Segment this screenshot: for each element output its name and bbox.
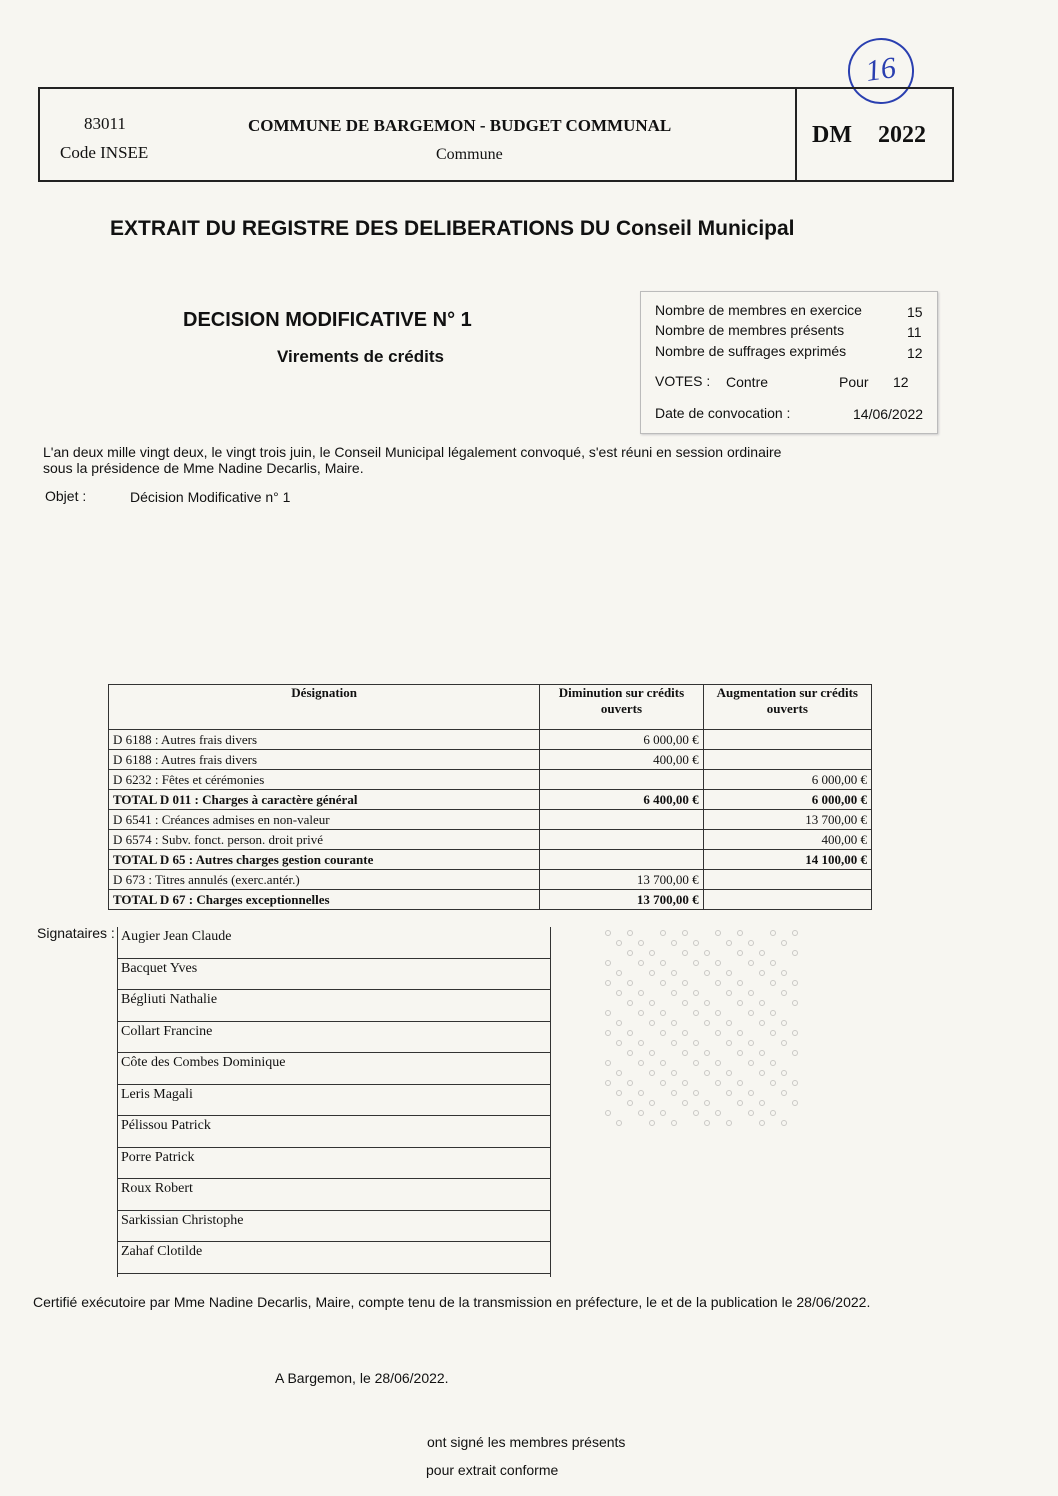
perforation-dot xyxy=(760,1001,765,1006)
perforation-dot xyxy=(771,981,776,986)
perforation-dot xyxy=(760,1121,765,1126)
cell-designation: TOTAL D 011 : Charges à caractère général xyxy=(109,790,540,810)
perforation-dot xyxy=(793,951,798,956)
perforation-dot xyxy=(793,1081,798,1086)
signataire-row: Leris Magali xyxy=(117,1085,551,1117)
perforation-dot xyxy=(628,1081,633,1086)
perforation-dot xyxy=(683,1031,688,1036)
perforation-dot xyxy=(705,1101,710,1106)
perforation-dot xyxy=(771,931,776,936)
perforation-dot xyxy=(661,981,666,986)
perforation-dot xyxy=(749,991,754,996)
cell-designation: D 6541 : Créances admises en non-valeur xyxy=(109,810,540,830)
signataire-row: Roux Robert xyxy=(117,1179,551,1211)
members-suffrages-label: Nombre de suffrages exprimés xyxy=(655,343,847,359)
perforation-dot xyxy=(639,1111,644,1116)
perforation-dot xyxy=(738,1081,743,1086)
cell-diminution xyxy=(540,810,703,830)
perforation-dot xyxy=(650,1021,655,1026)
perforation-dot xyxy=(705,1121,710,1126)
signataire-row: Côte des Combes Dominique xyxy=(117,1053,551,1085)
perforation-dot xyxy=(650,1051,655,1056)
cell-designation: TOTAL D 65 : Autres charges gestion courante xyxy=(109,850,540,870)
perforation-dot xyxy=(716,1031,721,1036)
perforation-dot xyxy=(650,1101,655,1106)
perforation-dot xyxy=(760,1051,765,1056)
perforation-dot xyxy=(705,971,710,976)
perforation-dot xyxy=(738,1001,743,1006)
perforation-dot xyxy=(683,981,688,986)
cell-augmentation: 13 700,00 € xyxy=(703,810,871,830)
perforation-dot xyxy=(705,1021,710,1026)
perforation-dot xyxy=(606,1031,611,1036)
perforation-dot xyxy=(694,1111,699,1116)
table-row xyxy=(109,750,872,770)
signataires-label: Signataires : xyxy=(37,925,115,941)
perforation-dot xyxy=(683,1101,688,1106)
perforation-dot xyxy=(705,1001,710,1006)
page-number-stamp: 16 xyxy=(844,34,919,109)
perforation-dot xyxy=(782,1071,787,1076)
perforation-dot xyxy=(650,1071,655,1076)
perforation-dot xyxy=(716,1081,721,1086)
perforation-dot xyxy=(639,1011,644,1016)
perforation-dot xyxy=(705,1051,710,1056)
perforation-dot xyxy=(628,931,633,936)
signataire-row: Sarkissian Christophe xyxy=(117,1211,551,1243)
members-suffrages-value: 12 xyxy=(907,345,923,361)
header-designation: Désignation xyxy=(109,685,540,730)
perforation-dot xyxy=(782,1091,787,1096)
perforation-pattern xyxy=(600,925,820,1135)
perforation-dot xyxy=(694,1041,699,1046)
perforation-dot xyxy=(617,971,622,976)
cell-designation: D 6188 : Autres frais divers xyxy=(109,750,540,770)
cell-augmentation: 14 100,00 € xyxy=(703,850,871,870)
cell-designation: D 673 : Titres annulés (exerc.antér.) xyxy=(109,870,540,890)
session-paragraph: L'an deux mille vingt deux, le vingt trois juin, le Conseil Municipal légalement convoqué, s'est réuni en session ordinaire sous la présidence de Mme Nadine Decarlis, Maire. xyxy=(43,444,782,476)
perforation-dot xyxy=(639,941,644,946)
perforation-dot xyxy=(639,961,644,966)
perforation-dot xyxy=(639,1091,644,1096)
perforation-dot xyxy=(617,991,622,996)
perforation-dot xyxy=(694,1011,699,1016)
perforation-dot xyxy=(617,1071,622,1076)
cell-augmentation: 400,00 € xyxy=(703,830,871,850)
signataires-list xyxy=(117,927,551,1274)
insee-label: Code INSEE xyxy=(60,143,149,162)
table-row xyxy=(109,730,872,750)
perforation-dot xyxy=(672,1041,677,1046)
cell-augmentation xyxy=(703,750,871,770)
perforation-dot xyxy=(617,1041,622,1046)
perforation-dot xyxy=(793,1001,798,1006)
perforation-dot xyxy=(771,1031,776,1036)
pour-value: 12 xyxy=(893,374,909,390)
pour-label: Pour xyxy=(839,374,869,390)
table-row xyxy=(109,830,872,850)
perforation-dot xyxy=(727,1091,732,1096)
cell-augmentation: 6 000,00 € xyxy=(703,790,871,810)
perforation-dot xyxy=(771,961,776,966)
cell-diminution xyxy=(540,850,703,870)
perforation-dot xyxy=(694,961,699,966)
perforation-dot xyxy=(716,961,721,966)
perforation-dot xyxy=(628,951,633,956)
perforation-dot xyxy=(716,1061,721,1066)
signataire-row: Collart Francine xyxy=(117,1022,551,1054)
extrait-title: EXTRAIT DU REGISTRE DES DELIBERATIONS DU Conseil Municipal xyxy=(110,217,795,240)
perforation-dot xyxy=(683,1081,688,1086)
dm-year: 2022 xyxy=(878,122,926,148)
cell-diminution: 400,00 € xyxy=(540,750,703,770)
signataire-row: Porre Patrick xyxy=(117,1148,551,1180)
perforation-dot xyxy=(606,1061,611,1066)
decision-title: DECISION MODIFICATIVE N° 1 xyxy=(183,309,472,331)
perforation-dot xyxy=(782,1041,787,1046)
signataire-row: Zahaf Clotilde xyxy=(117,1242,551,1274)
perforation-dot xyxy=(694,1061,699,1066)
perforation-dot xyxy=(760,1071,765,1076)
perforation-dot xyxy=(683,1051,688,1056)
cell-augmentation xyxy=(703,730,871,750)
credits-table xyxy=(108,684,872,910)
perforation-dot xyxy=(617,1021,622,1026)
perforation-dot xyxy=(738,1051,743,1056)
insee-code: 83011 xyxy=(84,114,126,133)
perforation-dot xyxy=(738,1101,743,1106)
perforation-dot xyxy=(672,1071,677,1076)
perforation-dot xyxy=(782,1121,787,1126)
perforation-dot xyxy=(760,951,765,956)
perforation-dot xyxy=(771,1081,776,1086)
members-exercice-label: Nombre de membres en exercice xyxy=(655,302,862,318)
cell-diminution: 6 400,00 € xyxy=(540,790,703,810)
perforation-dot xyxy=(694,1091,699,1096)
perforation-dot xyxy=(661,961,666,966)
perforation-dot xyxy=(628,1001,633,1006)
signed-note: ont signé les membres présents xyxy=(427,1434,626,1450)
perforation-dot xyxy=(749,1091,754,1096)
perforation-dot xyxy=(782,991,787,996)
commune-title: COMMUNE DE BARGEMON - BUDGET COMMUNAL xyxy=(248,116,672,135)
perforation-dot xyxy=(716,1011,721,1016)
decision-subtitle: Virements de crédits xyxy=(277,347,444,366)
cell-designation: D 6188 : Autres frais divers xyxy=(109,730,540,750)
perforation-dot xyxy=(606,931,611,936)
perforation-dot xyxy=(727,971,732,976)
cell-diminution: 13 700,00 € xyxy=(540,870,703,890)
cell-designation: D 6232 : Fêtes et cérémonies xyxy=(109,770,540,790)
perforation-dot xyxy=(628,1031,633,1036)
perforation-dot xyxy=(782,971,787,976)
perforation-dot xyxy=(617,1091,622,1096)
perforation-dot xyxy=(749,961,754,966)
votes-label: VOTES : xyxy=(655,373,711,389)
perforation-dot xyxy=(661,1061,666,1066)
perforation-dot xyxy=(727,1021,732,1026)
perforation-dot xyxy=(716,1111,721,1116)
perforation-dot xyxy=(672,941,677,946)
objet-value: Décision Modificative n° 1 xyxy=(130,489,291,505)
perforation-dot xyxy=(771,1011,776,1016)
perforation-dot xyxy=(738,951,743,956)
members-exercice-value: 15 xyxy=(907,304,923,320)
perforation-dot xyxy=(727,1041,732,1046)
perforation-dot xyxy=(727,1071,732,1076)
perforation-dot xyxy=(661,1081,666,1086)
perforation-dot xyxy=(749,1011,754,1016)
perforation-dot xyxy=(793,1051,798,1056)
perforation-dot xyxy=(760,971,765,976)
perforation-dot xyxy=(672,991,677,996)
cell-diminution: 13 700,00 € xyxy=(540,890,703,910)
perforation-dot xyxy=(793,931,798,936)
signataire-row: Pélissou Patrick xyxy=(117,1116,551,1148)
perforation-dot xyxy=(738,1031,743,1036)
perforation-dot xyxy=(749,1061,754,1066)
perforation-dot xyxy=(760,1101,765,1106)
perforation-dot xyxy=(650,1001,655,1006)
perforation-dot xyxy=(672,1121,677,1126)
perforation-dot xyxy=(683,931,688,936)
perforation-dot xyxy=(628,981,633,986)
conforme-note: pour extrait conforme xyxy=(426,1462,559,1478)
table-row xyxy=(109,870,872,890)
objet-label: Objet : xyxy=(45,488,87,504)
commune-subtitle: Commune xyxy=(436,146,503,163)
perforation-dot xyxy=(793,1101,798,1106)
dm-code: DM xyxy=(812,122,852,148)
cell-designation: TOTAL D 67 : Charges exceptionnelles xyxy=(109,890,540,910)
header-diminution: Diminution sur crédits ouverts xyxy=(540,685,703,730)
perforation-dot xyxy=(639,991,644,996)
perforation-dot xyxy=(617,1121,622,1126)
members-box xyxy=(640,291,938,434)
table-row xyxy=(109,770,872,790)
perforation-dot xyxy=(760,1021,765,1026)
perforation-dot xyxy=(782,941,787,946)
perforation-dot xyxy=(628,1051,633,1056)
place-date: A Bargemon, le 28/06/2022. xyxy=(275,1370,449,1386)
cell-diminution: 6 000,00 € xyxy=(540,730,703,750)
cell-designation: D 6574 : Subv. fonct. person. droit privé xyxy=(109,830,540,850)
perforation-dot xyxy=(617,941,622,946)
perforation-dot xyxy=(606,961,611,966)
cell-diminution xyxy=(540,830,703,850)
perforation-dot xyxy=(639,1041,644,1046)
perforation-dot xyxy=(705,1071,710,1076)
perforation-dot xyxy=(661,931,666,936)
perforation-dot xyxy=(683,951,688,956)
perforation-dot xyxy=(782,1021,787,1026)
convocation-date: 14/06/2022 xyxy=(853,406,924,422)
perforation-dot xyxy=(694,941,699,946)
perforation-dot xyxy=(771,1061,776,1066)
signataire-row: Augier Jean Claude xyxy=(117,927,551,959)
perforation-dot xyxy=(672,1091,677,1096)
perforation-dot xyxy=(738,931,743,936)
perforation-dot xyxy=(705,951,710,956)
perforation-dot xyxy=(606,1111,611,1116)
header-divider xyxy=(795,87,797,182)
perforation-dot xyxy=(749,1111,754,1116)
perforation-dot xyxy=(738,981,743,986)
perforation-dot xyxy=(628,1101,633,1106)
perforation-dot xyxy=(650,951,655,956)
perforation-dot xyxy=(683,1001,688,1006)
certification-text: Certifié exécutoire par Mme Nadine Decarlis, Maire, compte tenu de la transmission en préfecture, le et de la publication le 28/06/2022. xyxy=(33,1294,871,1310)
perforation-dot xyxy=(639,1061,644,1066)
cell-augmentation: 6 000,00 € xyxy=(703,770,871,790)
table-header-row xyxy=(109,685,872,730)
perforation-dot xyxy=(727,1121,732,1126)
signataire-row: Bacquet Yves xyxy=(117,959,551,991)
perforation-dot xyxy=(727,941,732,946)
perforation-dot xyxy=(716,981,721,986)
perforation-dot xyxy=(771,1111,776,1116)
perforation-dot xyxy=(694,991,699,996)
members-presents-value: 11 xyxy=(907,324,922,340)
convocation-label: Date de convocation : xyxy=(655,405,791,421)
cell-augmentation xyxy=(703,890,871,910)
perforation-dot xyxy=(672,971,677,976)
perforation-dot xyxy=(650,971,655,976)
perforation-dot xyxy=(672,1021,677,1026)
table-row xyxy=(109,850,872,870)
header-augmentation: Augmentation sur crédits ouverts xyxy=(703,685,871,730)
table-row xyxy=(109,890,872,910)
perforation-dot xyxy=(661,1011,666,1016)
perforation-dot xyxy=(716,931,721,936)
perforation-dot xyxy=(793,1031,798,1036)
cell-augmentation xyxy=(703,870,871,890)
perforation-dot xyxy=(606,981,611,986)
perforation-dot xyxy=(749,1041,754,1046)
perforation-dot xyxy=(661,1111,666,1116)
perforation-dot xyxy=(727,991,732,996)
perforation-dot xyxy=(661,1031,666,1036)
table-row xyxy=(109,810,872,830)
cell-diminution xyxy=(540,770,703,790)
perforation-dot xyxy=(606,1081,611,1086)
perforation-dot xyxy=(606,1011,611,1016)
contre-label: Contre xyxy=(726,374,769,390)
perforation-dot xyxy=(749,941,754,946)
table-row xyxy=(109,790,872,810)
perforation-dot xyxy=(650,1121,655,1126)
members-presents-label: Nombre de membres présents xyxy=(655,322,845,338)
signataire-row: Bégliuti Nathalie xyxy=(117,990,551,1022)
perforation-dot xyxy=(793,981,798,986)
